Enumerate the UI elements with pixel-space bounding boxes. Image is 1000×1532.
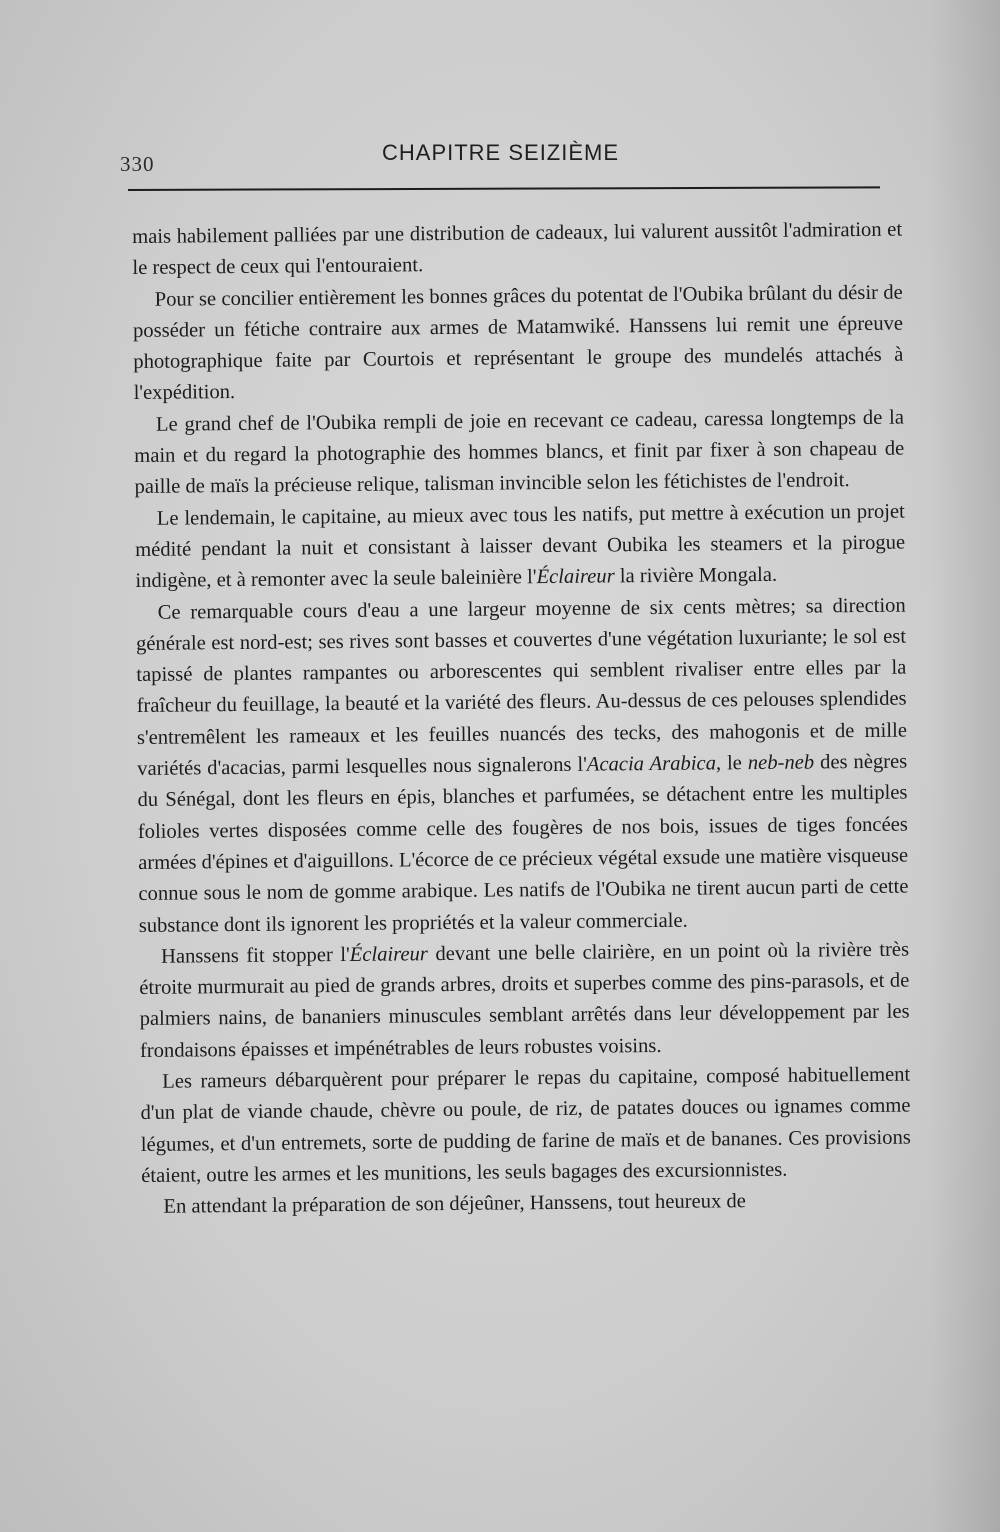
italic-text: Éclaireur — [536, 565, 615, 589]
paragraph — [134, 402, 905, 503]
text-segment: Ce remarquable cours d'eau a une largeur moyenne de six cents mètres; sa direction générale est nord-est; ses rives sont basses et couvertes d'une végétation luxuriante; le sol est tapissé de plantes rampantes ou arborescentes qui semblent rivaliser entre elles par la fraîcheur du feuillage, la beauté et la variété des fleurs. Au-dessus de ces pelouses splendides s'entremêlent les rameaux et les feuilles nuancés des tecks, des mahogonis et de mille variétés d'acacias, parmi lesquelles nous signalerons l' — [135, 594, 908, 781]
text-segment: Le lendemain, le capitaine, au mieux avec tous les natifs, put mettre à exécution un projet médité pendant la nuit et consistant à laisser devant Oubika les steamers et la pirogue indigène, et à remonter avec la seule baleinière l' — [135, 500, 906, 593]
running-header — [120, 140, 880, 180]
text-segment: devant une belle clairière, en un point où la rivière très étroite murmurait au pied de grands arbres, droits et superbes comme des pins-parasols, et de palmiers nains, de bananiers minuscules semblant arrêtés dans leur développement par les frondaisons épaisses et impénétrables de leurs robustes voisins. — [139, 938, 910, 1062]
text-segment: Les rameurs débarquèrent pour préparer le repas du capitaine, composé habituellement d'un plat de viande chaude, chèvre ou poule, de riz, de patates douces ou ignames comme légumes, et d'un entremets, sorte de pudding de farine de maïs et de bananes. Ces provisions étaient, outre les armes et les munitions, les seuls bagages des excursionnistes. — [140, 1063, 911, 1187]
header-rule — [128, 186, 880, 191]
paragraph — [141, 1185, 911, 1224]
page-number: 330 — [120, 152, 155, 176]
text-segment: , le — [715, 752, 748, 775]
text-segment: mais habilement palliées par une distribution de cadeaux, lui valurent aussitôt l'admiration et le respect de ceux qui l'entouraient. — [132, 218, 903, 280]
paragraph — [133, 277, 904, 410]
italic-text: Acacia Arabica — [586, 752, 717, 776]
italic-text: Éclaireur — [349, 943, 429, 966]
text-segment: des nègres du Sénégal, dont les fleurs en épis, blanches et parfumées, se détachent entre les multiples folioles vertes disposées comme celle des fougères de nos bois, issues de tiges foncées armées d'épines et d'aiguillons. L'écorce de ce précieux végétal exsude une matière visqueuse connue sous le nom de gomme arabique. Les natifs de l'Oubika ne tirent aucun parti de cette substance dont ils ignorent les propriétés et la valeur commerciale. — [137, 750, 909, 937]
paragraph — [139, 934, 910, 1067]
text-segment: Hanssens fit stopper l' — [160, 943, 350, 968]
italic-text: neb-neb — [747, 751, 815, 775]
text-segment: Pour se concilier entièrement les bonnes grâces du potentat de l'Oubika brûlant du désir de posséder un fétiche contraire aux armes de Matamwiké. Hanssens lui remit une épreuve photographique faite par Courtois et représentant le groupe des mundelés attachés à l'expédition. — [132, 281, 904, 405]
text-segment: En attendant la préparation de son déjeûner, Hanssens, tout heureux de — [163, 1190, 747, 1218]
paragraph — [136, 590, 909, 942]
text-segment: Le grand chef de l'Oubika rempli de joie en recevant ce cadeau, caressa longtemps de la main et du regard la photographie des hommes blancs, et finit par fixer à son chapeau de paille de maïs la précieuse relique, talisman invincible selon les fétichistes de l'endroit. — [134, 406, 905, 499]
paragraph — [132, 215, 903, 285]
paragraph — [135, 496, 906, 597]
body-text — [132, 215, 912, 1224]
page-edge-shadow — [930, 0, 1000, 1532]
text-segment: la rivière Mongala. — [614, 564, 778, 588]
paragraph — [140, 1060, 911, 1193]
running-title: CHAPITRE SEIZIÈME — [382, 140, 620, 165]
